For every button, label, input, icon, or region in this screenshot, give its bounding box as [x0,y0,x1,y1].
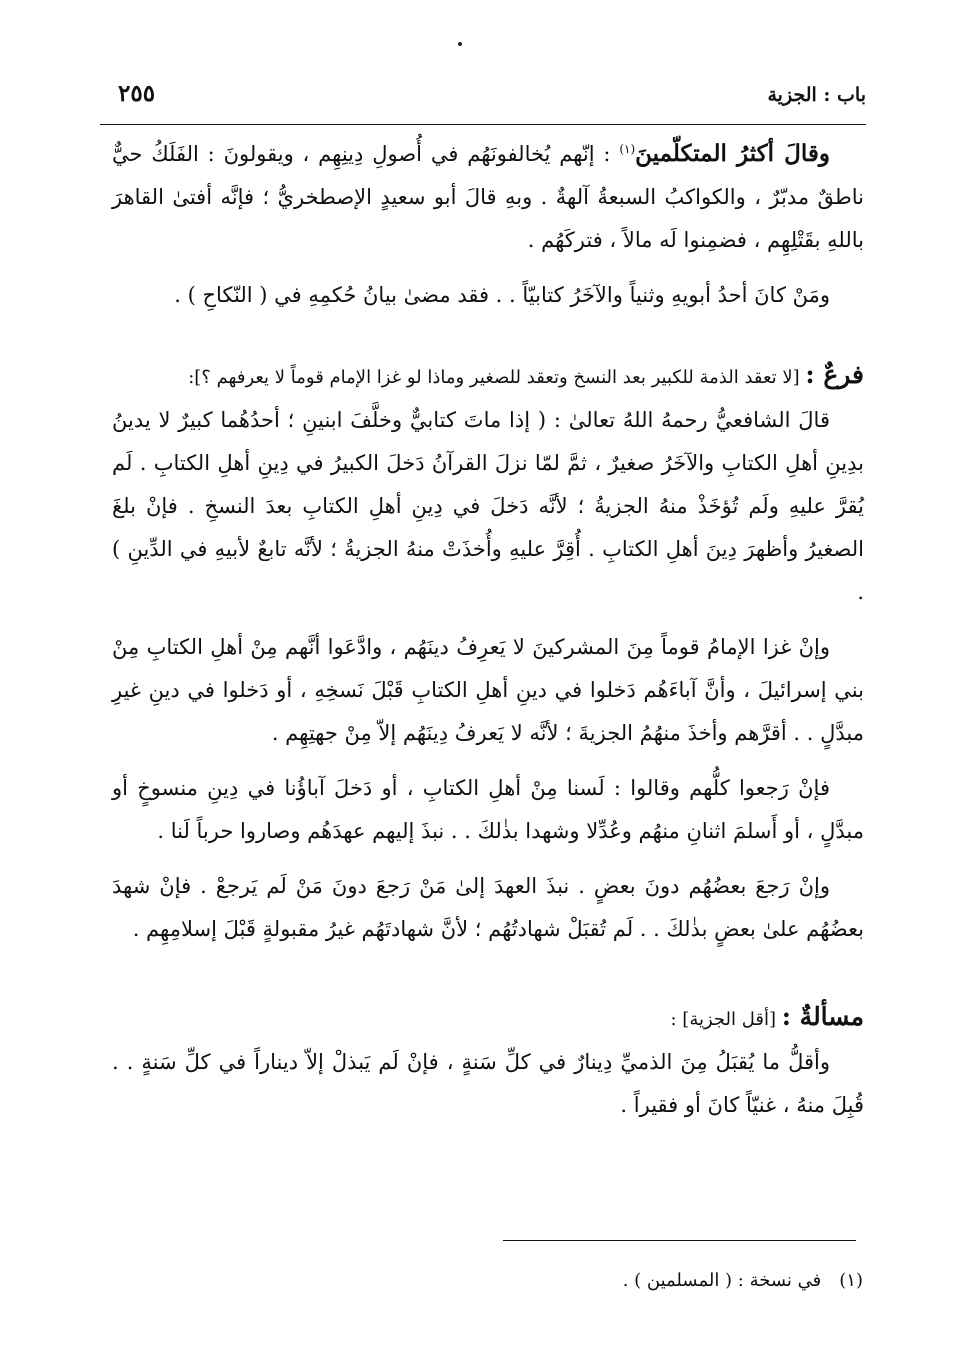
paragraph-some-recant: وإنْ رَجعَ بعضُهُم دونَ بعضٍ . نبذَ العهدَ إلىٰ مَنْ رَجعَ دونَ مَنْ لَم يَرجعْ . فإنْ شهدَ بعضُهُم علىٰ بعضٍ بذٰلكَ . . لَم تُقبَلْ شهادتُهُم ؛ لأنَّ شهادتَهُم غيرُ مقبولةٍ قَبْلَ إسلامِهِم . [112,874,864,941]
paragraph-shafii: قالَ الشافعيُّ رحمهُ اللهُ تعالىٰ : ( إذا ماتَ كتابيٌّ وخلَّفَ ابنينِ ؛ أحدُهُما كبيرٌ لا يدينُ بدِينِ أهلِ الكتابِ والآخَرُ صغيرٌ ، ثمَّ لمّا نزلَ القرآنُ دَخلَ الكبيرُ في دِينِ أهلِ الكتابِ . لَم يُقرَّ عليهِ ولَم تُؤخَذْ منهُ الجزيةُ ؛ لأنَّه دَخلَ في دِينِ أهلِ الكتابِ بعدَ النسخِ . فإنْ بلغَ الصغيرُ وأظهرَ دِينَ أهلِ الكتابِ . أُقِرَّ عليهِ وأُخذَتْ منهُ الجزيةُ ؛ لأنَّه تابعٌ لأبيهِ في الدِّينِ ) . [112,408,865,604]
paragraph-imam-raid: وإنْ غزا الإمامُ قوماً مِنَ المشركينَ لا يَعرِفُ دينَهُم ، وادَّعَوا أنَّهم مِنْ أهلِ الكتابِ مِنْ بني إسرائيلَ ، وأنَّ آباءَهُم دَخلوا في دينِ أهلِ الكتابِ قَبْلَ نَسخِهِ ، أو دَخلوا في دينِ غيرِ مبدَّلٍ . . أقرَّهم وأخذَ منهُمُ الجزيةَ ؛ لأنَّه لا يَعرفُ دِينَهُم إلاّ مِنْ جهتِهِم . [112,635,864,745]
paragraph-minimum-jizya: وأقلُّ ما يُقبَلُ مِنَ الذميِّ دِينارٌ في كلِّ سَنةٍ ، فإنْ لَم يَبذلْ إلاّ ديناراً في كلِّ سَنةٍ . . قُبِلَ منهُ ، غنيّاً كانَ أو فقيراً . [112,1050,864,1117]
page-number: ٢٥٥ [118,80,156,107]
paragraph-text: : إنّهم يُخالفونَهُم في أُصولِ دِينِهِم ، ويقولونَ : الفَلَكُ حيٌّ ناطقٌ مدبّرٌ ، والكواكبُ السبعةُ آلهةٌ . وبهِ قالَ أبو سعيدٍ الإصطخريُّ ؛ فإنَّه أفتىٰ القاهرَ باللهِ بقَتْلِهِم ، فضمِنوا لَه مالاً ، فتركَهُم . [112,142,864,252]
heading-label: مسألةٌ : [781,1002,864,1031]
footnote [623,1270,863,1291]
footnote-number: (١) [839,1270,863,1291]
main-text [112,132,864,1127]
section-heading-far [112,353,864,399]
footnote-rule [503,1240,856,1241]
footnote-ref: (١) [619,142,636,156]
section-heading-masala [112,995,864,1041]
paragraph-parents: ومَنْ كانَ أحدُ أبويهِ وثنياً والآخَرُ كتابيّاً . . فقد مضىٰ بيانُ حُكمِهِ في ( النّكاحِ ) . [174,283,830,307]
running-head: باب : الجزية [767,84,866,106]
footnote-text: في نسخة : ( المسلمين ) . [622,1270,822,1291]
header-rule [100,124,866,125]
print-speck [458,42,462,46]
heading-note: [أقل الجزية] : [670,1009,782,1030]
heading-note: [لا تعقد الذمة للكبير بعد النسخ وتعقد للصغير وماذا لو غزا الإمام قوماً لا يعرفهم ؟]: [188,367,806,388]
page-header [100,78,866,118]
heading-label: فرعٌ : [805,360,864,389]
paragraph-mutakallimin [112,132,864,262]
paragraph-all-recant: فإنْ رَجعوا كلُّهم وقالوا : لَسنا مِنْ أهلِ الكتابِ ، أو دَخلَ آباؤُنا في دِينِ منسوخٍ أو مبدَّلٍ ، أو أَسلمَ اثنانِ منهُم وعُدِّلا وشهدا بذٰلكَ . . نبذَ إليهم عهدَهُم وصاروا حرباً لَنا . [112,776,864,843]
paragraph-lead: وقالَ أكثرُ المتكلّمينَ [635,140,830,167]
